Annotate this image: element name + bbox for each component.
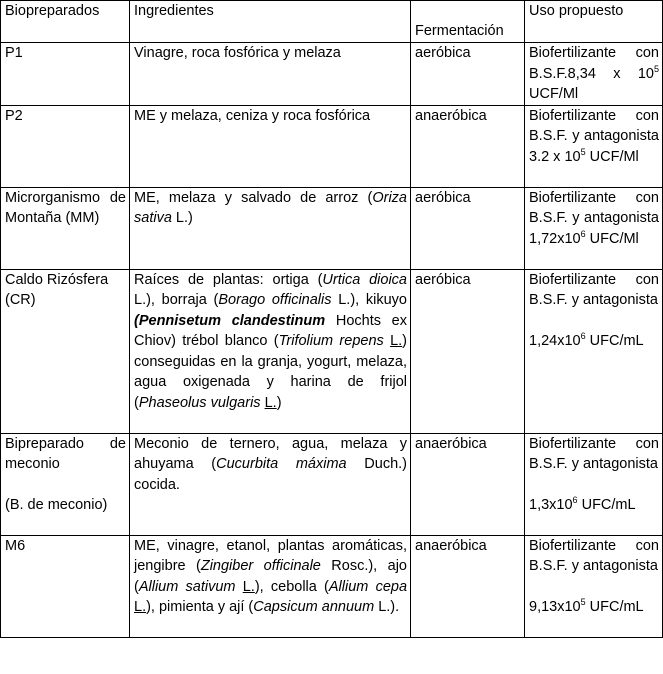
row-fermentation: anaeróbica xyxy=(411,105,525,187)
use-unit: UCF/Ml xyxy=(529,86,579,102)
row-name: M6 xyxy=(1,535,130,637)
ing-author: L. xyxy=(264,394,277,411)
ing-species: Borago officinalis xyxy=(218,292,332,308)
ing-species: Capsicum annuum xyxy=(253,599,375,615)
header-biopreparados: Biopreparados xyxy=(1,1,130,43)
use-exponent: 6 xyxy=(580,228,586,239)
use-exponent: 5 xyxy=(580,596,586,607)
use-text: 1,3x10 xyxy=(529,496,573,513)
row-ingredients xyxy=(130,433,411,535)
use-count xyxy=(529,597,659,618)
table-row xyxy=(1,105,663,187)
row-name-extra: (B. de meconio) xyxy=(5,496,108,513)
table-row xyxy=(1,43,663,106)
row-name: P1 xyxy=(1,43,130,106)
ing-text: L.) xyxy=(171,210,193,226)
ing-species: Phaseolus vulgaris xyxy=(138,394,261,411)
ing-species: Allium sativum xyxy=(138,578,236,595)
row-ingredients xyxy=(130,269,411,433)
use-exponent: 6 xyxy=(580,330,586,341)
ing-species: (Pennisetum clandestinum xyxy=(134,312,326,329)
use-count xyxy=(529,495,659,516)
row-name-main: Bipreparado de meconio xyxy=(5,435,126,472)
ing-text xyxy=(236,579,243,595)
use-exponent: 5 xyxy=(580,146,586,157)
use-unit: UFC/mL xyxy=(585,332,644,349)
use-text: Biofertilizante con B.S.F.8,34 x 10 xyxy=(529,45,659,82)
header-uso: Uso propuesto xyxy=(525,1,663,43)
use-exponent: 5 xyxy=(653,63,659,74)
ing-text: ) conseguidas en la granja, yogurt, melaza, agua oxigenada y harina de frijol ( xyxy=(134,333,407,411)
row-use xyxy=(525,433,663,535)
ing-species: Oriza sativa xyxy=(134,189,407,226)
row-ingredients: Vinagre, roca fosfórica y melaza xyxy=(130,43,411,106)
ing-species: Cucurbita máxima xyxy=(216,456,347,472)
ing-text: L.), kikuyo xyxy=(331,292,408,308)
ing-text: Duch.) cocida. xyxy=(134,456,407,493)
ing-species: Trifolium repens xyxy=(278,333,384,349)
ing-text: Hochts ex Chiov) trébol blanco ( xyxy=(134,312,407,349)
ing-text: Rosc.), ajo ( xyxy=(134,558,407,595)
row-fermentation: aeróbica xyxy=(411,187,525,269)
ing-text: ME, vinagre, etanol, plantas aromáticas, jengibre ( xyxy=(134,537,407,574)
use-text: Biofertilizante con B.S.F. y antagonista 1,72x10 xyxy=(529,189,659,247)
use-unit: UFC/Ml xyxy=(585,230,639,247)
row-use xyxy=(525,269,663,433)
row-name xyxy=(1,433,130,535)
ing-author: L. xyxy=(134,599,147,615)
ing-text: L.). xyxy=(374,599,400,615)
row-use xyxy=(525,535,663,637)
table-row xyxy=(1,269,663,433)
row-use xyxy=(525,105,663,187)
ing-text: ) xyxy=(276,394,282,411)
header-fermentacion: Fermentación xyxy=(411,1,525,43)
use-unit: UCF/Ml xyxy=(585,148,639,165)
row-fermentation: aeróbica xyxy=(411,43,525,106)
row-fermentation: anaeróbica xyxy=(411,433,525,535)
row-name: Caldo Rizósfera (CR) xyxy=(1,269,130,433)
use-exponent: 6 xyxy=(572,494,578,505)
table-row xyxy=(1,187,663,269)
ing-text: Meconio de ternero, agua, melaza y ahuyama ( xyxy=(134,435,407,472)
row-name: Microrganismo de Montaña (MM) xyxy=(1,187,130,269)
ing-text: Raíces de plantas: ortiga ( xyxy=(134,271,323,288)
ing-species: Allium cepa xyxy=(328,578,408,595)
use-text: 9,13x10 xyxy=(529,598,581,615)
row-ingredients xyxy=(130,187,411,269)
header-row xyxy=(1,1,663,43)
ing-author: L. xyxy=(242,578,255,595)
ing-author: L. xyxy=(390,333,403,349)
ing-text: L.), borraja ( xyxy=(134,292,219,308)
row-name: P2 xyxy=(1,105,130,187)
ing-text: ), cebolla ( xyxy=(254,578,329,595)
ing-text: ME, melaza y salvado de arroz ( xyxy=(134,189,373,206)
use-main: Biofertilizante con B.S.F. y antagonista xyxy=(529,271,659,308)
row-ingredients: ME y melaza, ceniza y roca fosfórica xyxy=(130,105,411,187)
use-main: Biofertilizante con B.S.F. y antagonista xyxy=(529,537,659,574)
table-row xyxy=(1,535,663,637)
use-text: Biofertilizante con B.S.F. y antagonista 3.2 x 10 xyxy=(529,107,659,165)
table-row xyxy=(1,433,663,535)
row-ingredients xyxy=(130,535,411,637)
use-text: 1,24x10 xyxy=(529,332,581,349)
row-use xyxy=(525,43,663,106)
row-use xyxy=(525,187,663,269)
use-unit: UFC/mL xyxy=(585,598,644,615)
use-main: Biofertilizante con B.S.F. y antagonista xyxy=(529,435,659,472)
row-fermentation: aeróbica xyxy=(411,269,525,433)
ing-species: Zingiber officinale xyxy=(200,558,321,574)
ing-text: ), pimienta y ají ( xyxy=(146,599,254,615)
use-count xyxy=(529,331,659,352)
use-unit: UFC/mL xyxy=(577,496,636,513)
row-fermentation: anaeróbica xyxy=(411,535,525,637)
ing-species: Urtica dioica xyxy=(322,271,407,288)
header-ingredientes: Ingredientes xyxy=(130,1,411,43)
